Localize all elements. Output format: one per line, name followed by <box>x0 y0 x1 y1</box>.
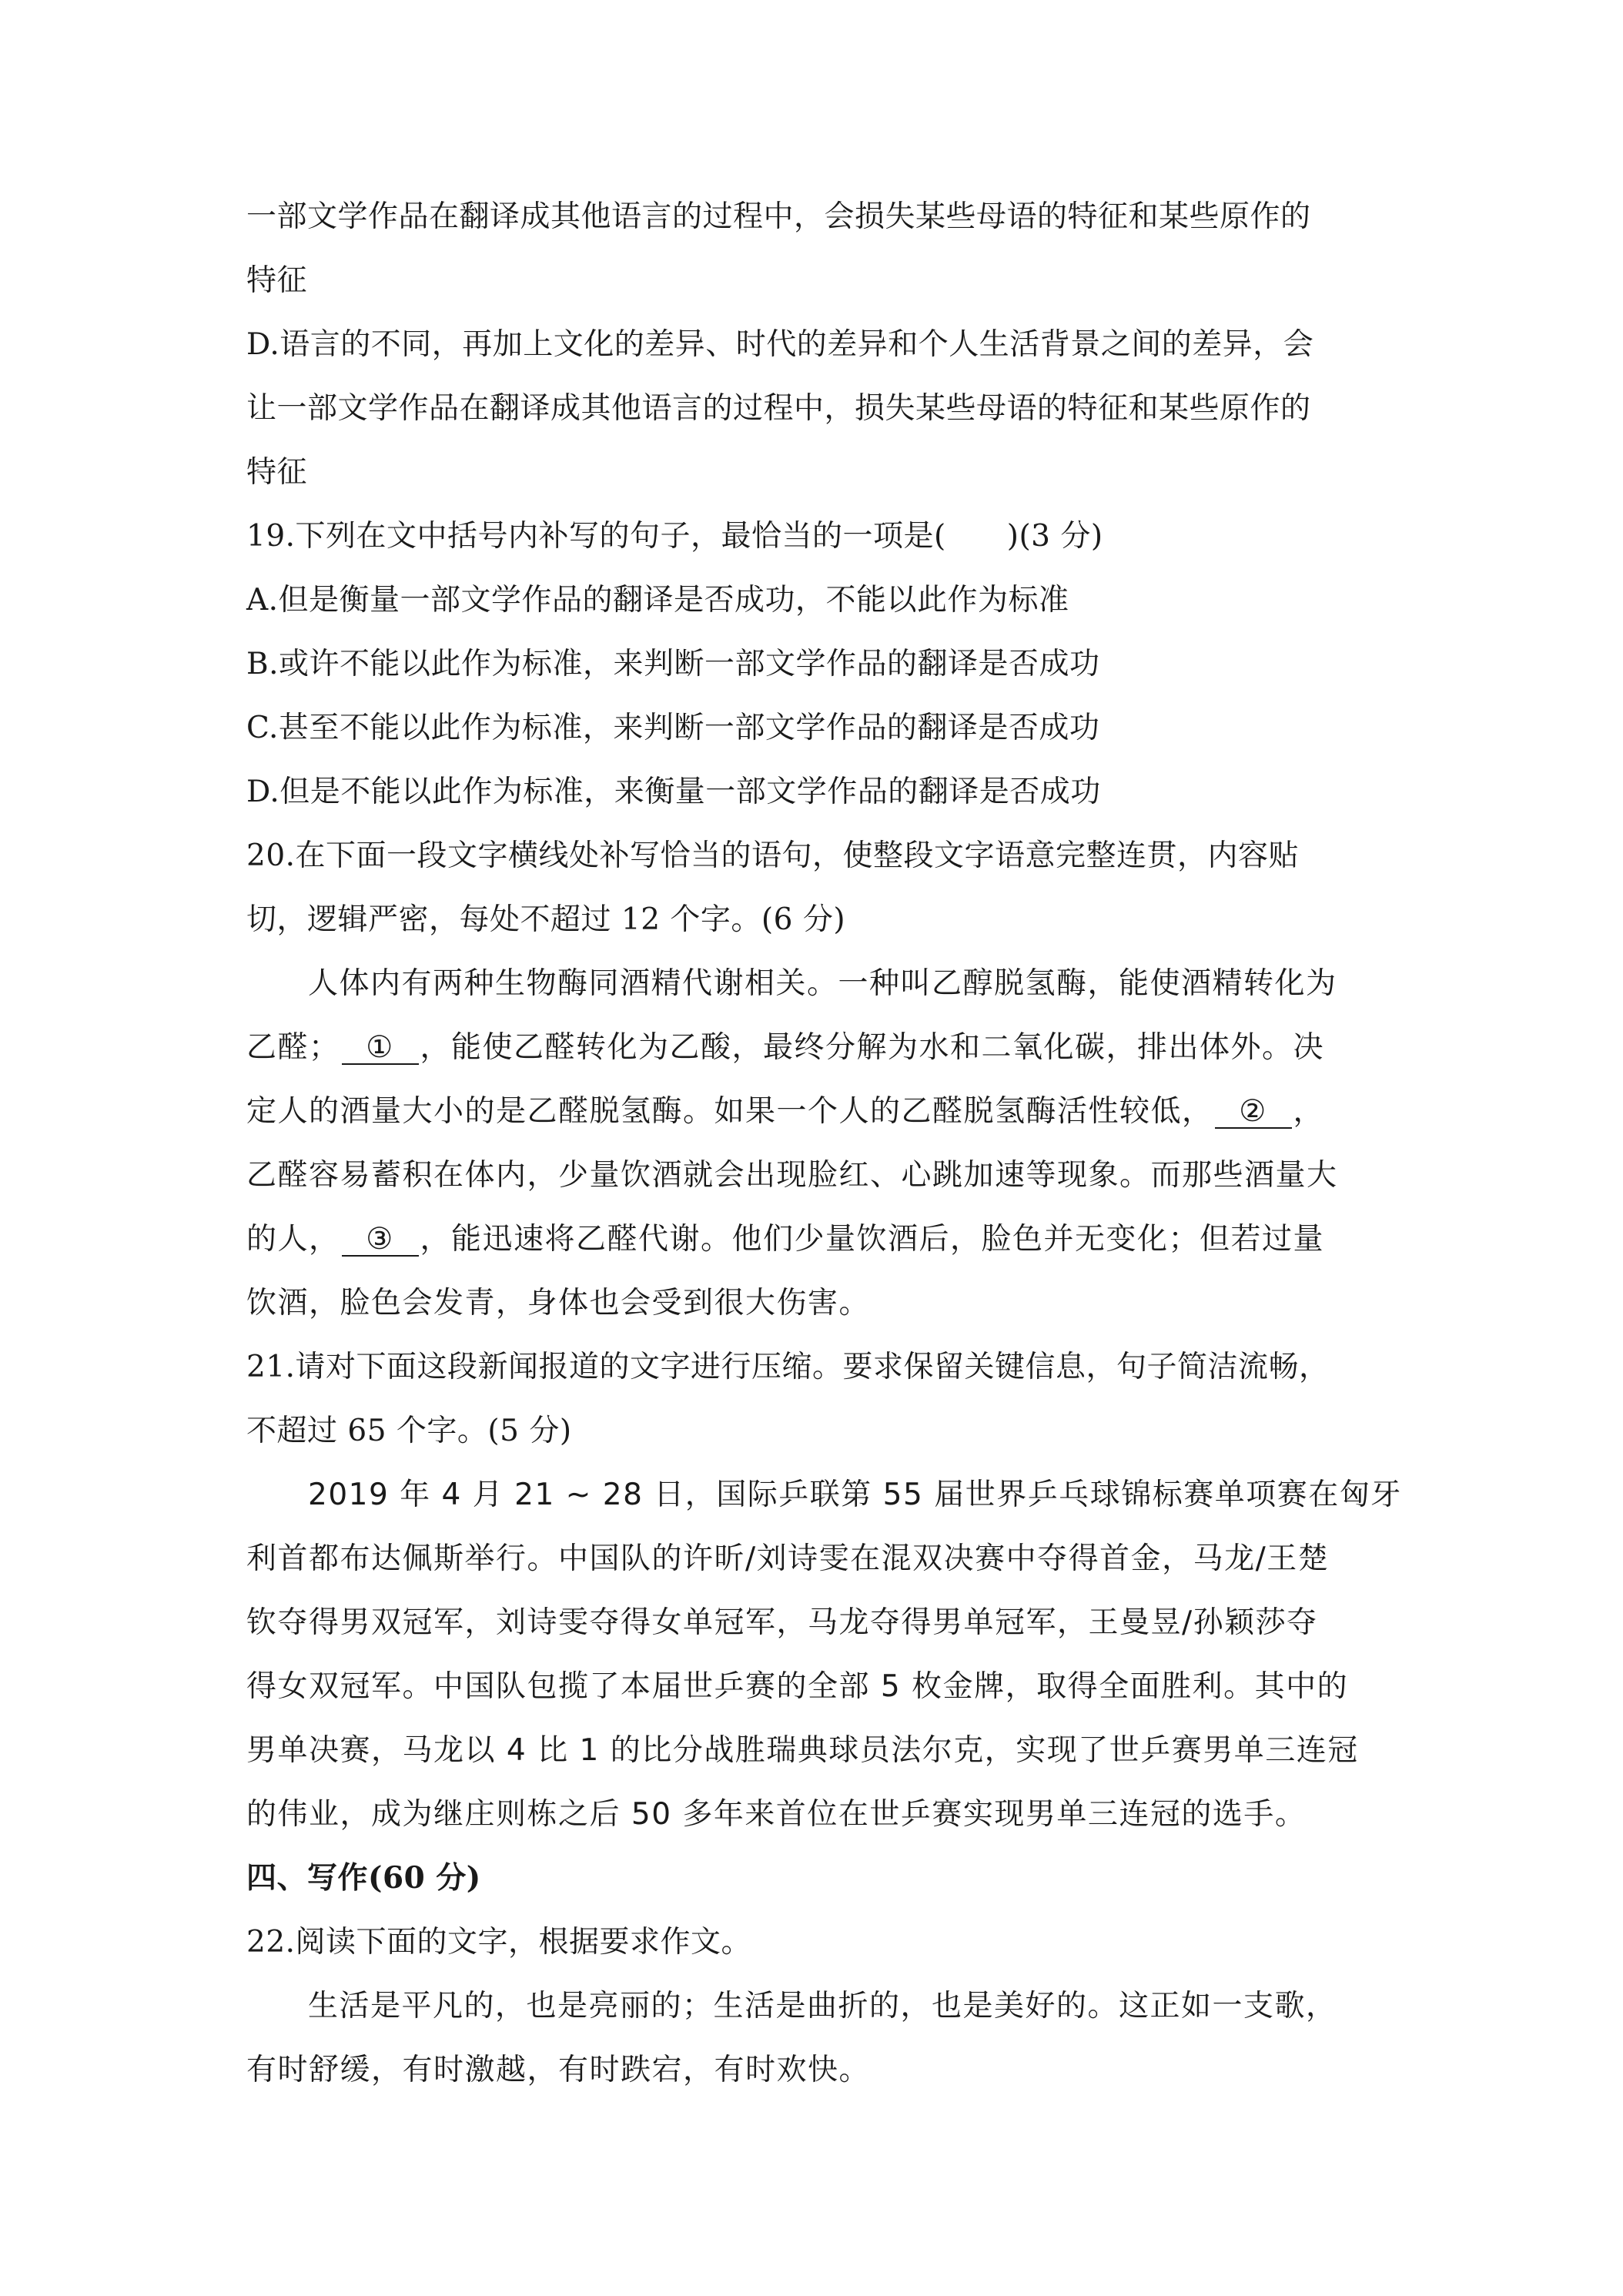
q19-option-b: B.或许不能以此作为标准，来判断一部文学作品的翻译是否成功 <box>246 647 1100 681</box>
q21-passage-line: 2019 年 4 月 21 ~ 28 日，国际乒联第 55 届世界乒乓球锦标赛单项赛在匈牙 <box>308 1478 1402 1512</box>
q20-passage-line <box>246 1016 1386 1079</box>
q21-passage-line: 的伟业，成为继庄则栋之后 50 多年来首位在世乒赛实现男单三连冠的选手。 <box>246 1797 1307 1832</box>
q22-passage-line: 生活是平凡的，也是亮丽的；生活是曲折的，也是美好的。这正如一支歌， <box>308 1989 1337 2023</box>
q20-passage-line: 饮酒，脸色会发青，身体也会受到很大伤害。 <box>246 1286 871 1320</box>
passage-text: 的人， <box>246 1222 340 1257</box>
q20-passage-line: 人体内有两种生物酶同酒精代谢相关。一种叫乙醇脱氢酶，能使酒精转化为 <box>308 966 1337 1001</box>
q21-passage-line: 得女双冠军。中国队包揽了本届世乒赛的全部 5 枚金牌，取得全面胜利。其中的 <box>246 1669 1349 1704</box>
passage-text: ，能使乙醛转化为乙酸，最终分解为水和二氧化碳，排出体外。决 <box>420 1030 1325 1065</box>
q19-option-c: C.甚至不能以此作为标准，来判断一部文学作品的翻译是否成功 <box>246 711 1100 745</box>
blank-2[interactable]: ② <box>1215 1096 1292 1129</box>
text-line: 让一部文学作品在翻译成其他语言的过程中，损失某些母语的特征和某些原作的 <box>246 391 1311 426</box>
question-20: 20.在下面一段文字横线处补写恰当的语句，使整段文字语意完整连贯，内容贴 <box>246 838 1300 873</box>
blank-1[interactable]: ① <box>342 1033 419 1065</box>
q21-passage-line: 利首都布达佩斯举行。中国队的许昕/刘诗雯在混双决赛中夺得首金，马龙/王楚 <box>246 1541 1330 1576</box>
q20-passage-line: 乙醛容易蓄积在体内，少量饮酒就会出现脸红、心跳加速等现象。而那些酒量大 <box>246 1158 1338 1193</box>
question-20-cont: 切，逻辑严密，每处不超过 12 个字。(6 分) <box>246 902 846 937</box>
q21-passage-line: 男单决赛，马龙以 4 比 1 的比分战胜瑞典球员法尔克，实现了世乒赛男单三连冠 <box>246 1733 1359 1768</box>
question-19: 19.下列在文中括号内补写的句子，最恰当的一项是( )(3 分) <box>246 519 1103 554</box>
passage-text: 乙醛； <box>246 1030 340 1065</box>
text-line: 特征 <box>246 263 308 298</box>
q20-passage-line <box>246 1207 1386 1271</box>
q21-passage-line: 钦夺得男双冠军，刘诗雯夺得女单冠军，马龙夺得男单冠军，王曼昱/孙颖莎夺 <box>246 1605 1318 1640</box>
q19-option-a: A.但是衡量一部文学作品的翻译是否成功，不能以此作为标准 <box>246 583 1069 618</box>
q20-passage-line <box>246 1079 1386 1143</box>
document-page <box>246 185 1402 2102</box>
text-line: 一部文学作品在翻译成其他语言的过程中，会损失某些母语的特征和某些原作的 <box>246 199 1311 234</box>
option-d: D.语言的不同，再加上文化的差异、时代的差异和个人生活背景之间的差异，会 <box>246 327 1314 362</box>
blank-3[interactable]: ③ <box>342 1224 419 1257</box>
text-line: 特征 <box>246 455 308 490</box>
section-heading: 四、写作(60 分) <box>246 1860 481 1896</box>
question-21-cont: 不超过 65 个字。(5 分) <box>246 1414 572 1448</box>
passage-text: ， <box>1293 1094 1325 1129</box>
q22-passage-line: 有时舒缓，有时激越，有时跌宕，有时欢快。 <box>246 2053 871 2087</box>
passage-text: 定人的酒量大小的是乙醛脱氢酶。如果一个人的乙醛脱氢酶活性较低， <box>246 1094 1213 1129</box>
question-22: 22.阅读下面的文字，根据要求作文。 <box>246 1925 752 1960</box>
q19-option-d: D.但是不能以此作为标准，来衡量一部文学作品的翻译是否成功 <box>246 775 1101 809</box>
question-21: 21.请对下面这段新闻报道的文字进行压缩。要求保留关键信息，句子简洁流畅， <box>246 1350 1330 1384</box>
passage-text: ，能迅速将乙醛代谢。他们少量饮酒后，脸色并无变化；但若过量 <box>420 1222 1325 1257</box>
